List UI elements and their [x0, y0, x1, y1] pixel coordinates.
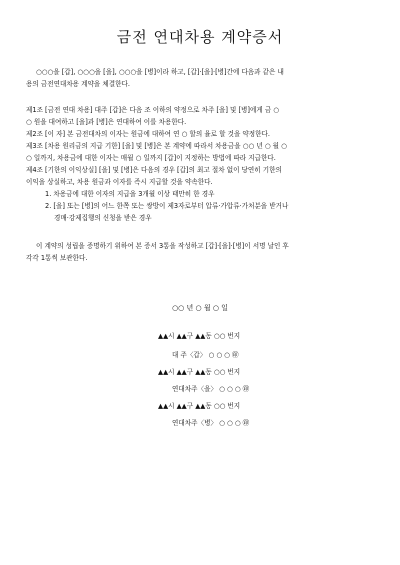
document-title: 금전 연대차용 계약증서 [116, 28, 284, 46]
list-item-2-line-2: 경매·강제집행의 신청을 받은 경우 [54, 214, 152, 222]
party-address-3: ▲▲시 ▲▲구 ▲▲동 ○○ 번지 [158, 402, 241, 410]
article-1-line-1: 제1조 [금전 연대 차용] 대주 [갑]은 다음 조 이하의 약정으로 차주 [을] 및 [병]에게 금 ○ [26, 106, 280, 114]
contract-date: ○○ 년 ○ 월 ○ 일 [172, 304, 228, 312]
closing-line-2: 각각 1통씩 보관한다. [26, 254, 88, 262]
closing-line-1: 이 계약의 성립을 증명하기 위하여 본 증서 3통을 작성하고 [갑]·[을]·[병]이 서명 날인 후 [36, 242, 289, 250]
article-3-line-2: ○ 일까지, 차용금에 대한 이자는 매월 ○ 일까지 [갑]이 지정하는 방법에 따라 지급한다. [26, 154, 276, 162]
article-1-line-2: ○ 원을 대여하고 [을]과 [병]은 연대하여 이를 차용한다. [26, 118, 187, 126]
party-address-1: ▲▲시 ▲▲구 ▲▲동 ○○ 번지 [158, 332, 241, 340]
party-signer-2: 연대차주〈을〉 ○ ○ ○ ㊞ [172, 385, 250, 393]
intro-line-2: 용의 금전연대차용 계약을 체결한다. [26, 80, 130, 88]
article-4-line-2: 이익을 상실하고, 차용 원금과 이자를 즉시 지급할 것을 약속한다. [26, 178, 213, 186]
article-3-line-1: 제3조 [차용 원리금의 지급 기한] [을] 및 [병]은 본 계약에 따라서 차용금을 ○○ 년 ○ 월 ○ [26, 142, 287, 150]
article-2: 제2조 [이 자] 본 금전대차의 이자는 원금에 대하여 연 ○ 할의 율로 할 것을 약정한다. [26, 130, 270, 138]
list-item-1: 1. 차용금에 대한 이자의 지급을 3개월 이상 태만히 한 경우 [45, 190, 215, 198]
party-address-2: ▲▲시 ▲▲구 ▲▲동 ○○ 번지 [158, 368, 241, 376]
list-item-2-line-1: 2. [을] 또는 [병]의 어느 한쪽 또는 쌍방이 제3자로부터 압류·가압류·가처분을 받거나 [45, 202, 289, 210]
party-signer-1: 대 주〈갑〉 ○ ○ ○ ㊞ [172, 351, 239, 359]
intro-line-1: ○○○을 [갑], ○○○을 [을], ○○○을 [병]이라 하고, [갑]·[을]·[병]간에 다음과 같은 내 [36, 68, 284, 76]
article-4-line-1: 제4조 [기한의 이익상실] [을] 및 [병]은 다음의 경우 [갑]의 최고 절차 없이 당연히 기한의 [26, 166, 282, 174]
party-signer-3: 연대차주〈병〉 ○ ○ ○ ㊞ [172, 419, 250, 427]
